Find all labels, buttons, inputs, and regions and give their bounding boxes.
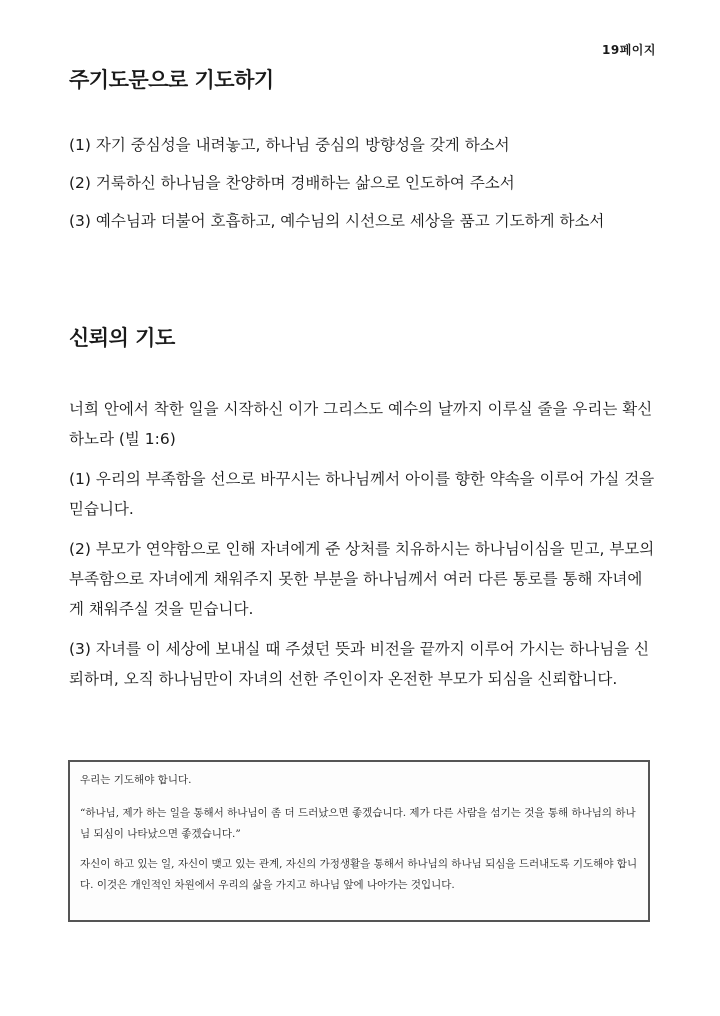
section-trust-prayer <box>69 322 656 352</box>
lords-prayer-list <box>69 133 656 247</box>
note-line: “하나님, 제가 하는 일을 통해서 하나님이 좀 더 드러났으면 좋겠습니다. 제가 다른 사람을 섬기는 것을 통해 하나님의 하나님 되심이 나타났으면 좋겠습니다.” <box>80 807 636 840</box>
section-title-trust-prayer: 신뢰의 기도 <box>69 326 175 350</box>
section-lords-prayer <box>69 64 656 94</box>
trust-prayer-body <box>69 394 656 704</box>
list-item: (1) 자기 중심성을 내려놓고, 하나님 중심의 방향성을 갖게 하소서 <box>69 136 510 154</box>
handwritten-note-box <box>68 760 650 922</box>
note-line: 자신이 하고 있는 일, 자신이 맺고 있는 관계, 자신의 가정생활을 통해서 하나님의 하나님 되심을 드러내도록 기도해야 합니다. 이것은 개인적인 차원에서 우리의 삶을 가지고 하나님 앞에 나아가는 것입니다. <box>80 858 638 891</box>
note-line: 우리는 기도해야 합니다. <box>80 774 192 786</box>
list-item: (2) 거룩하신 하나님을 찬양하며 경배하는 삶으로 인도하여 주소서 <box>69 174 515 192</box>
scripture-paragraph: 너희 안에서 착한 일을 시작하신 이가 그리스도 예수의 날까지 이루실 줄을 우리는 확신하노라 (빌 1:6) <box>69 400 653 448</box>
prayer-paragraph: (3) 자녀를 이 세상에 보내실 때 주셨던 뜻과 비전을 끝까지 이루어 가시는 하나님을 신뢰하며, 오직 하나님만이 자녀의 선한 주인이자 온전한 부모가 되심을 신뢰합니다. <box>69 640 650 688</box>
page-number: 19페이지 <box>602 43 656 57</box>
section-title-lords-prayer: 주기도문으로 기도하기 <box>69 68 274 92</box>
prayer-paragraph: (1) 우리의 부족함을 선으로 바꾸시는 하나님께서 아이를 향한 약속을 이루어 가실 것을 믿습니다. <box>69 470 655 518</box>
list-item: (3) 예수님과 더불어 호흡하고, 예수님의 시선으로 세상을 품고 기도하게 하소서 <box>69 212 605 230</box>
prayer-paragraph: (2) 부모가 연약함으로 인해 자녀에게 준 상처를 치유하시는 하나님이심을 믿고, 부모의 부족함으로 자녀에게 채워주지 못한 부분을 하나님께서 여러 다른 통로를 통해 자녀에게 채워주실 것을 믿습니다. <box>69 540 655 618</box>
